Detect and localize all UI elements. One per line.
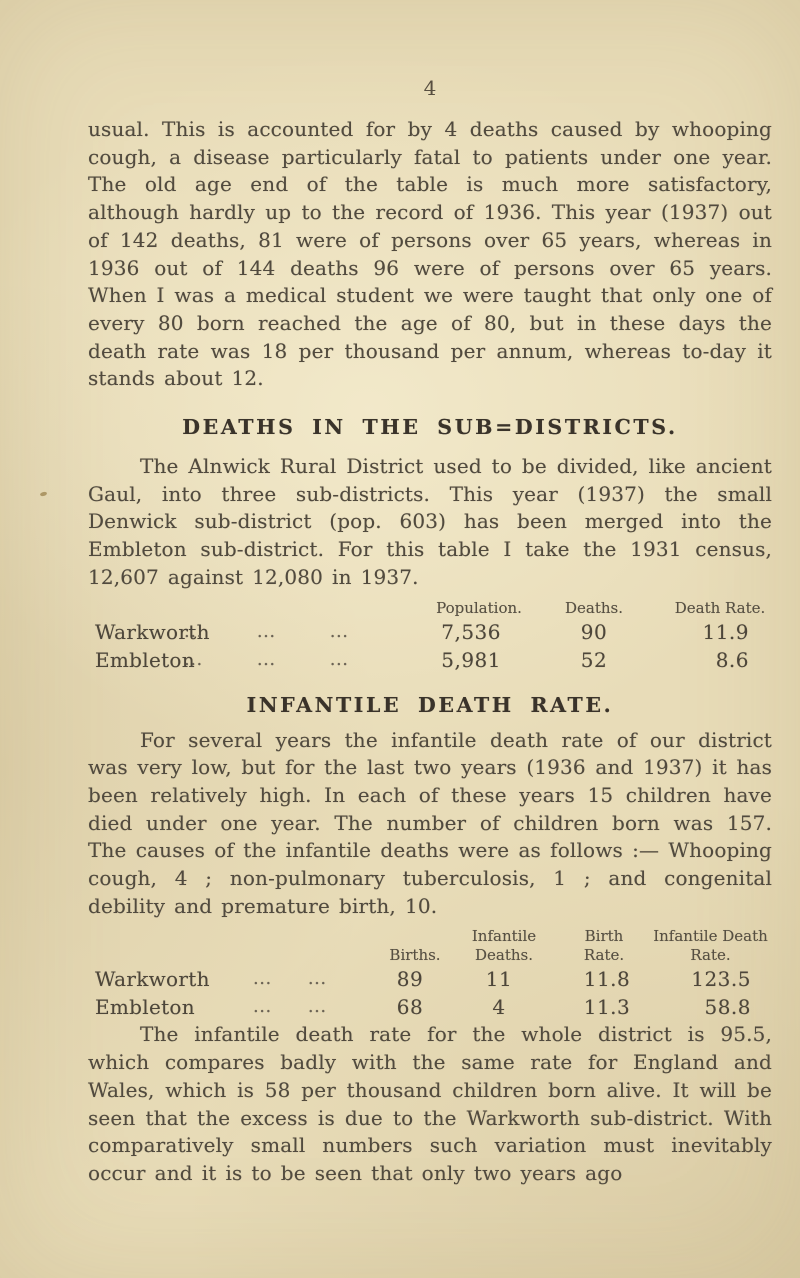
cell-births: 89 <box>396 967 424 992</box>
leader-dots: ... ... <box>253 996 327 1018</box>
column-header-births: Births. <box>389 946 441 965</box>
infantile-paragraph: For several years the infantile death rate of our district was very low, but for the last two years (1936 and 1937) it has been relatively high. In each of these years 15 children have died under one year. The number of children born was 157. The causes of the infantile deaths were as follows :— Whooping cough, 4 ; non-pulmonary tuberculosis, 1 ; and congenital debility and premature birth, 10. <box>88 727 772 918</box>
cell-district-name: Embleton <box>95 995 195 1020</box>
cell-deaths: 90 <box>580 619 608 644</box>
page-content <box>88 76 772 1188</box>
cell-infantile-deaths: 11 <box>485 967 513 992</box>
table-row <box>88 618 772 646</box>
sub-districts-paragraph: The Alnwick Rural District used to be divided, like ancient Gaul, into three sub-districts. This year (1937) the small Denwick sub-district (pop. 603) has been merged into the Embleton sub-district. For this table I take the 1931 census, 12,607 against 12,080 in 1937. <box>88 454 772 589</box>
sub-districts-table <box>88 595 772 674</box>
column-header-infantile-death-rate: Infantile Death Rate. <box>653 927 768 965</box>
table-row <box>88 965 772 993</box>
closing-paragraph: The infantile death rate for the whole district is 95.5, which compares badly with the same rate for England and Wales, which is 58 per thousand children born alive. It will be seen that the excess is due to the Warkworth sub-district. With comparatively small numbers such variation must inevitably occur and it is to be seen that only two years ago <box>88 1022 772 1185</box>
cell-infantile-death-rate: 123.5 <box>691 967 751 992</box>
cell-infantile-death-rate: 58.8 <box>704 995 751 1020</box>
cell-population: 7,536 <box>441 619 501 644</box>
cell-birth-rate: 11.3 <box>583 995 631 1020</box>
table-header-row <box>88 595 772 618</box>
column-header-population: Population. <box>436 598 522 617</box>
table-row <box>88 993 772 1021</box>
cell-district-name: Warkworth <box>95 619 210 644</box>
leader-dots: ... ... ... <box>184 620 349 642</box>
leader-dots: ... ... <box>253 968 327 990</box>
table-row <box>88 646 772 674</box>
cell-birth-rate: 11.8 <box>583 967 631 992</box>
column-header-death-rate: Death Rate. <box>674 598 766 617</box>
opening-paragraph: usual. This is accounted for by 4 deaths caused by whooping cough, a disease particularly fatal to patients under one year. The old age end of the table is much more satisfactory, although hardly up to the record of 1936. This year (1937) out of 142 deaths, 81 were of persons over 65 years, whereas in 1936 out of 144 deaths 96 were of persons over 65 years. When I was a medical student we were taught that only one of every 80 born reached the age of 80, but in these days the death rate was 18 per thousand per annum, whereas to-day it stands about 12. <box>88 117 772 391</box>
infantile-heading: INFANTILE DEATH RATE. <box>246 692 614 717</box>
cell-deaths: 52 <box>580 647 608 672</box>
cell-infantile-deaths: 4 <box>492 995 506 1020</box>
column-header-deaths: Deaths. <box>564 598 623 617</box>
column-header-birth-rate: Birth Rate. <box>583 927 625 965</box>
infantile-table <box>88 923 772 1021</box>
cell-district-name: Warkworth <box>95 967 210 992</box>
cell-population: 5,981 <box>441 647 501 672</box>
page-number: 4 <box>423 76 437 100</box>
sub-districts-heading: DEATHS IN THE SUB=DISTRICTS. <box>182 415 678 440</box>
column-header-infantile-deaths: Infantile Deaths. <box>471 927 537 965</box>
leader-dots: ... ... ... <box>184 648 349 670</box>
paper-speck <box>40 491 48 497</box>
cell-births: 68 <box>396 995 424 1020</box>
cell-death-rate: 11.9 <box>702 619 749 644</box>
cell-death-rate: 8.6 <box>715 647 749 672</box>
cell-district-name: Embleton <box>95 647 195 672</box>
table-header-row <box>88 923 772 965</box>
